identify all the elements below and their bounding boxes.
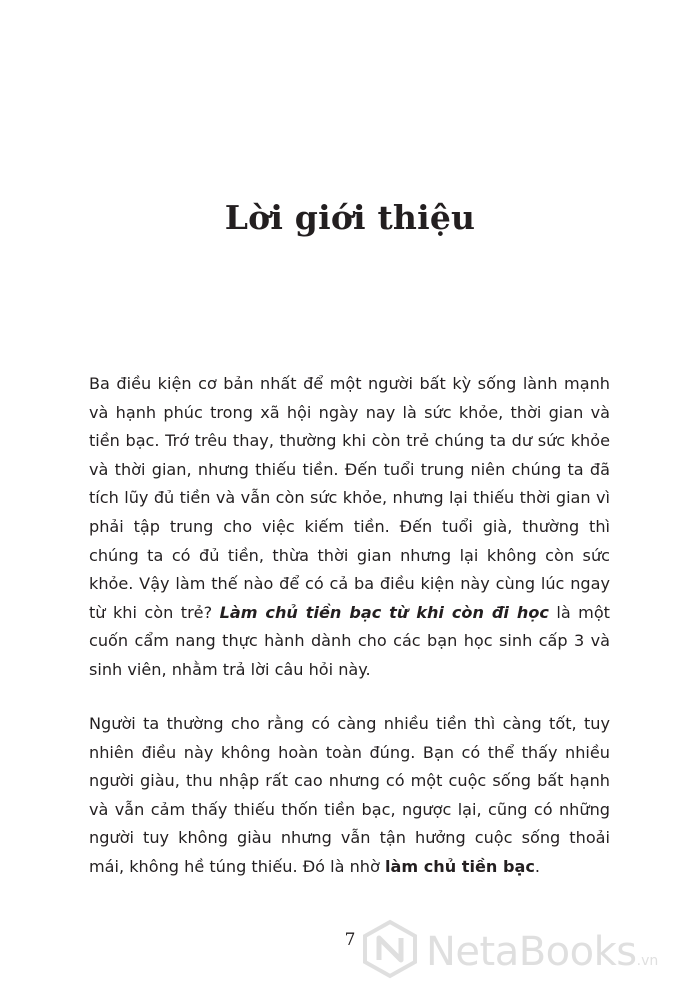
- paragraph-1: [89, 370, 610, 685]
- paragraph-2-text-end: .: [534, 856, 541, 876]
- watermark-brand: NetaBooks: [426, 929, 637, 975]
- netabooks-logo-icon: [360, 919, 420, 979]
- watermark: [360, 915, 700, 985]
- page-number: 7: [344, 930, 356, 950]
- paragraph-2: [89, 710, 610, 882]
- watermark-text: [426, 929, 658, 975]
- paragraph-1-text-start: Ba điều kiện cơ bản nhất để một người bất kỳ sống lành mạnh và hạnh phúc trong xã hội ngày nay là sức khỏe, thời gian và tiền bạc. Trớ trêu thay, thường khi còn trẻ chúng ta dư sức khỏe và thời gian, nhưng thiếu tiền. Đến tuổi trung niên chúng ta đã tích lũy đủ tiền và vẫn còn sức khỏe, nhưng lại thiếu thời gian vì phải tập trung cho việc kiếm tiền. Đến tuổi già, thường thì chúng ta có đủ tiền, thừa thời gian nhưng lại không còn sức khỏe. Vậy làm thế nào để có cả ba điều kiện này cùng lúc ngay từ khi còn trẻ?: [89, 374, 610, 622]
- paragraph-1-text-end: là một cuốn cẩm nang thực hành dành cho các bạn học sinh cấp 3 và sinh viên, nhằm trả lời câu hỏi này.: [89, 602, 610, 679]
- watermark-domain-suffix: .vn: [636, 953, 659, 969]
- page-title: Lời giới thiệu: [224, 198, 476, 237]
- paragraph-2-text-start: Người ta thường cho rằng có càng nhiều tiền thì càng tốt, tuy nhiên điều này không hoàn toàn đúng. Bạn có thể thấy nhiều người giàu, thu nhập rất cao nhưng có một cuộc sống bất hạnh và vẫn cảm thấy thiếu thốn tiền bạc, ngược lại, cũng có những người tuy không giàu nhưng vẫn tận hưởng cuộc sống thoải mái, không hề túng thiếu. Đó là nhờ: [89, 714, 610, 876]
- money-mastery-emphasis: làm chủ tiền bạc: [384, 856, 535, 876]
- book-title-emphasis: Làm chủ tiền bạc từ khi còn đi học: [219, 602, 549, 622]
